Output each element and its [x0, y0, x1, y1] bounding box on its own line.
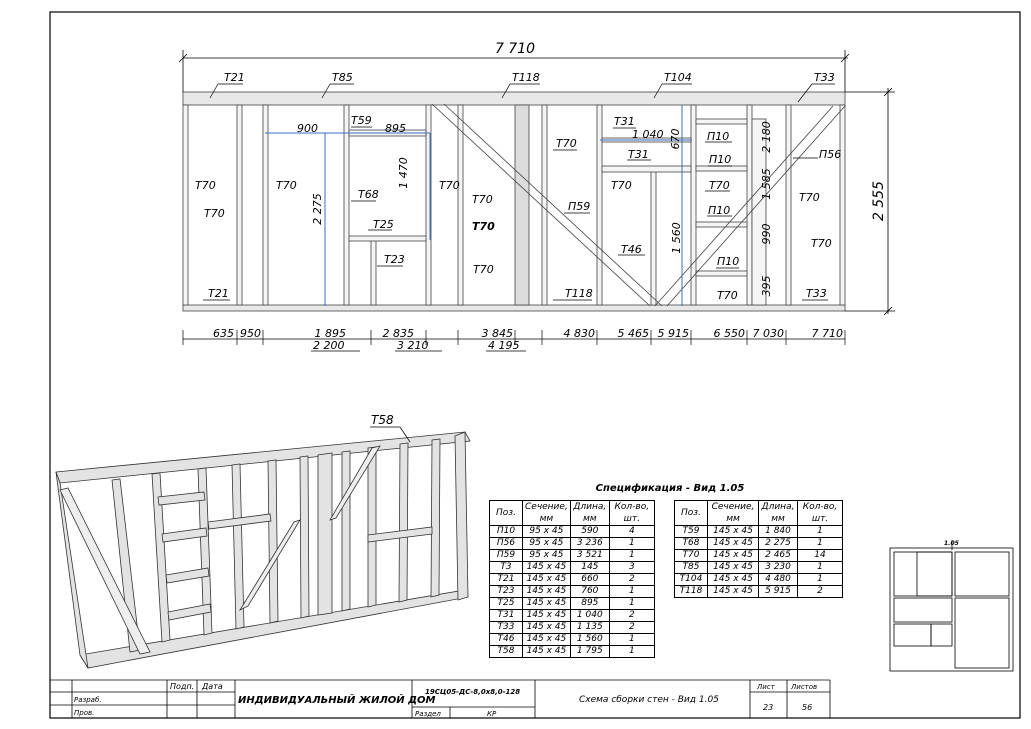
overall-height-dim — [845, 88, 895, 315]
dim-990: 990 — [760, 223, 773, 245]
spec-row — [490, 574, 655, 586]
tb-code: 19СЦ05-ДС-8,0х8,0-128 — [425, 688, 521, 696]
spec-cell: 1 840 — [759, 526, 798, 538]
label-p56: П56 — [819, 148, 842, 161]
label-t33-top: T33 — [814, 71, 835, 84]
spec-left-body — [490, 526, 655, 658]
spec-cell: 760 — [570, 586, 609, 598]
spec-cell: T104 — [675, 574, 708, 586]
label-t70-1: T70 — [195, 179, 216, 192]
spec-table-left — [489, 500, 655, 658]
spec-cell: П59 — [490, 550, 523, 562]
tb-razrab: Разраб. — [74, 696, 102, 704]
bottom-dim: 7 030 — [752, 327, 784, 340]
spec-cell: T3 — [490, 562, 523, 574]
label-t70-8: T70 — [556, 137, 577, 150]
bottom-dim: 4 830 — [563, 327, 595, 340]
label-t31-a: T31 — [614, 115, 635, 128]
dim-900: 900 — [297, 122, 318, 135]
spec-cell: 2 — [798, 586, 843, 598]
inner-dimensions — [297, 121, 773, 296]
bottom-dim: 5 465 — [617, 327, 649, 340]
dim-895: 895 — [385, 122, 406, 135]
label-t21-bot: T21 — [208, 287, 229, 300]
spec-cell: 1 — [798, 526, 843, 538]
tb-list-value: 23 — [763, 703, 774, 712]
bottom-dim-2: 3 210 — [397, 339, 429, 352]
overall-height: 2 555 — [871, 180, 887, 222]
spec-row — [490, 586, 655, 598]
label-t31-b: T31 — [628, 148, 649, 161]
spec-cell: П10 — [490, 526, 523, 538]
tb-lists-label: Листов — [791, 683, 818, 691]
bottom-dims-row2 — [313, 339, 520, 352]
label-t70-2: T70 — [204, 207, 225, 220]
spec-cell: 1 — [798, 574, 843, 586]
spec-cell: 14 — [798, 550, 843, 562]
spec-cell: 1 135 — [570, 622, 609, 634]
spec-cell: 145 x 45 — [523, 622, 571, 634]
label-p10-b: П10 — [709, 153, 732, 166]
title-block-text — [74, 682, 817, 718]
label-t70-9: T70 — [611, 179, 632, 192]
bottom-dim-2: 2 200 — [313, 339, 345, 352]
spec-row — [675, 538, 843, 550]
label-t68: T68 — [358, 188, 379, 201]
spec-cell: 145 x 45 — [523, 574, 571, 586]
bottom-dim: 1 895 — [314, 327, 346, 340]
spec-cell: 145 — [570, 562, 609, 574]
spec-cell: 1 — [609, 538, 654, 550]
dim-395: 395 — [760, 275, 773, 297]
spec-cell: 3 230 — [759, 562, 798, 574]
label-t104: T104 — [664, 71, 692, 84]
spec-row — [675, 550, 843, 562]
spec-row — [675, 574, 843, 586]
spec-cell: 3 — [609, 562, 654, 574]
spec-cell: 4 — [609, 526, 654, 538]
label-t70-7: T70 — [473, 263, 494, 276]
label-t70-10: T70 — [709, 179, 730, 192]
spec-header-section: Сечение, мм — [523, 501, 571, 526]
spec-cell: 1 — [609, 586, 654, 598]
dim-1040: 1 040 — [632, 128, 664, 141]
spec-cell: 95 x 45 — [523, 550, 571, 562]
spec-cell: T31 — [490, 610, 523, 622]
spec-cell: 2 — [609, 622, 654, 634]
dim-2180: 2 180 — [760, 121, 773, 153]
spec-header-pos: Поз. — [490, 501, 523, 526]
spec-row — [490, 646, 655, 658]
spec-row — [490, 562, 655, 574]
spec-cell: 145 x 45 — [523, 646, 571, 658]
dim-670: 670 — [669, 128, 682, 150]
spec-cell: 3 521 — [570, 550, 609, 562]
label-p10-a: П10 — [707, 130, 730, 143]
spec-cell: 2 465 — [759, 550, 798, 562]
spec-cell: T70 — [675, 550, 708, 562]
tb-prov: Пров. — [74, 709, 95, 717]
spec-cell: T68 — [675, 538, 708, 550]
label-t70-11: T70 — [799, 191, 820, 204]
tb-project: ИНДИВИДУАЛЬНЫЙ ЖИЛОЙ ДОМ — [238, 695, 436, 706]
spec-cell: 145 x 45 — [523, 586, 571, 598]
spec-cell: П56 — [490, 538, 523, 550]
bottom-dims-row1 — [213, 327, 843, 340]
tb-kr: КР — [487, 710, 497, 718]
label-t70-13: T70 — [717, 289, 738, 302]
spec-cell: 95 x 45 — [523, 526, 571, 538]
overall-width: 7 710 — [494, 41, 536, 57]
dim-1470: 1 470 — [397, 157, 410, 189]
bottom-dim: 635 — [213, 327, 234, 340]
spec-cell: 145 x 45 — [708, 586, 759, 598]
label-p10-d: П10 — [717, 255, 740, 268]
spec-header-pos: Поз. — [675, 501, 708, 526]
spec-table-right — [674, 500, 843, 598]
tb-podp: Подп. — [170, 682, 195, 691]
spec-cell: 145 x 45 — [708, 526, 759, 538]
label-t118-bot: T118 — [565, 287, 593, 300]
label-t33-bot: T33 — [806, 287, 827, 300]
spec-cell: 145 x 45 — [708, 574, 759, 586]
wall-elevation — [183, 92, 845, 311]
spec-row — [675, 562, 843, 574]
spec-cell: T33 — [490, 622, 523, 634]
spec-cell: T58 — [490, 646, 523, 658]
spec-cell: 3 236 — [570, 538, 609, 550]
spec-cell: 1 — [798, 562, 843, 574]
label-t23: T23 — [384, 253, 405, 266]
spec-row — [490, 550, 655, 562]
spec-row — [490, 634, 655, 646]
spec-cell: 590 — [570, 526, 609, 538]
spec-right-body — [675, 526, 843, 598]
spec-cell: 2 275 — [759, 538, 798, 550]
label-t58: T58 — [371, 413, 394, 427]
bottom-dim: 2 835 — [382, 327, 414, 340]
bottom-dim: 3 845 — [481, 327, 513, 340]
spec-cell: 1 795 — [570, 646, 609, 658]
spec-cell: 2 — [609, 610, 654, 622]
wall-3d-view — [56, 432, 470, 668]
label-t70-12: T70 — [811, 237, 832, 250]
spec-cell: 1 — [798, 538, 843, 550]
label-t70-5: T70 — [472, 193, 493, 206]
label-t59: T59 — [351, 114, 372, 127]
spec-row — [490, 538, 655, 550]
keyplan-label: 1.05 — [944, 540, 959, 547]
spec-cell: 895 — [570, 598, 609, 610]
bottom-dim-2: 4 195 — [488, 339, 520, 352]
spec-header-qty: Кол-во, шт. — [798, 501, 843, 526]
key-plan — [890, 540, 1013, 671]
label-t70-6: T70 — [472, 220, 495, 233]
label-t70-3: T70 — [276, 179, 297, 192]
tb-list-label: Лист — [757, 683, 775, 691]
spec-row — [490, 526, 655, 538]
spec-cell: T85 — [675, 562, 708, 574]
label-t85: T85 — [332, 71, 353, 84]
tb-razdel: Раздел — [415, 710, 441, 718]
bottom-dim: 7 710 — [811, 327, 843, 340]
spec-cell: 145 x 45 — [523, 562, 571, 574]
spec-cell: T21 — [490, 574, 523, 586]
spec-cell: 145 x 45 — [708, 538, 759, 550]
spec-cell: 1 560 — [570, 634, 609, 646]
spec-cell: 145 x 45 — [523, 634, 571, 646]
label-t118-top: T118 — [512, 71, 540, 84]
dim-1585: 1 585 — [760, 168, 773, 200]
spec-cell: T59 — [675, 526, 708, 538]
spec-cell: 5 915 — [759, 586, 798, 598]
spec-cell: 145 x 45 — [708, 550, 759, 562]
label-p10-c: П10 — [708, 204, 731, 217]
label-t46: T46 — [621, 243, 642, 256]
spec-cell: 1 — [609, 646, 654, 658]
spec-cell: 1 040 — [570, 610, 609, 622]
spec-row — [490, 598, 655, 610]
spec-header-length: Длина, мм — [759, 501, 798, 526]
bottom-dim: 6 550 — [713, 327, 745, 340]
spec-cell: 145 x 45 — [523, 610, 571, 622]
spec-row — [675, 526, 843, 538]
label-t21-top: T21 — [224, 71, 245, 84]
dim-2275: 2 275 — [311, 193, 324, 225]
spec-cell: T23 — [490, 586, 523, 598]
spec-row — [490, 622, 655, 634]
spec-cell: 4 480 — [759, 574, 798, 586]
spec-cell: 95 x 45 — [523, 538, 571, 550]
spec-header-length: Длина, мм — [570, 501, 609, 526]
spec-cell: T25 — [490, 598, 523, 610]
spec-cell: 1 — [609, 598, 654, 610]
bottom-dim: 950 — [240, 327, 261, 340]
spec-cell: 1 — [609, 634, 654, 646]
spec-cell: 1 — [609, 550, 654, 562]
spec-cell: T46 — [490, 634, 523, 646]
label-p59: П59 — [568, 200, 591, 213]
spec-cell: T118 — [675, 586, 708, 598]
label-t70-4: T70 — [439, 179, 460, 192]
spec-header-section: Сечение, мм — [708, 501, 759, 526]
spec-row — [490, 610, 655, 622]
tb-lists-value: 56 — [802, 703, 813, 712]
spec-cell: 145 x 45 — [523, 598, 571, 610]
spec-header-qty: Кол-во, шт. — [609, 501, 654, 526]
tb-sheet-name: Схема сборки стен - Вид 1.05 — [579, 695, 719, 705]
label-t25: T25 — [373, 218, 394, 231]
dim-1560: 1 560 — [670, 222, 683, 254]
spec-cell: 660 — [570, 574, 609, 586]
spec-cell: 145 x 45 — [708, 562, 759, 574]
spec-title: Спецификация - Вид 1.05 — [595, 483, 745, 494]
spec-cell: 2 — [609, 574, 654, 586]
tb-data: Дата — [202, 682, 223, 691]
spec-row — [675, 586, 843, 598]
bottom-dim: 5 915 — [657, 327, 689, 340]
